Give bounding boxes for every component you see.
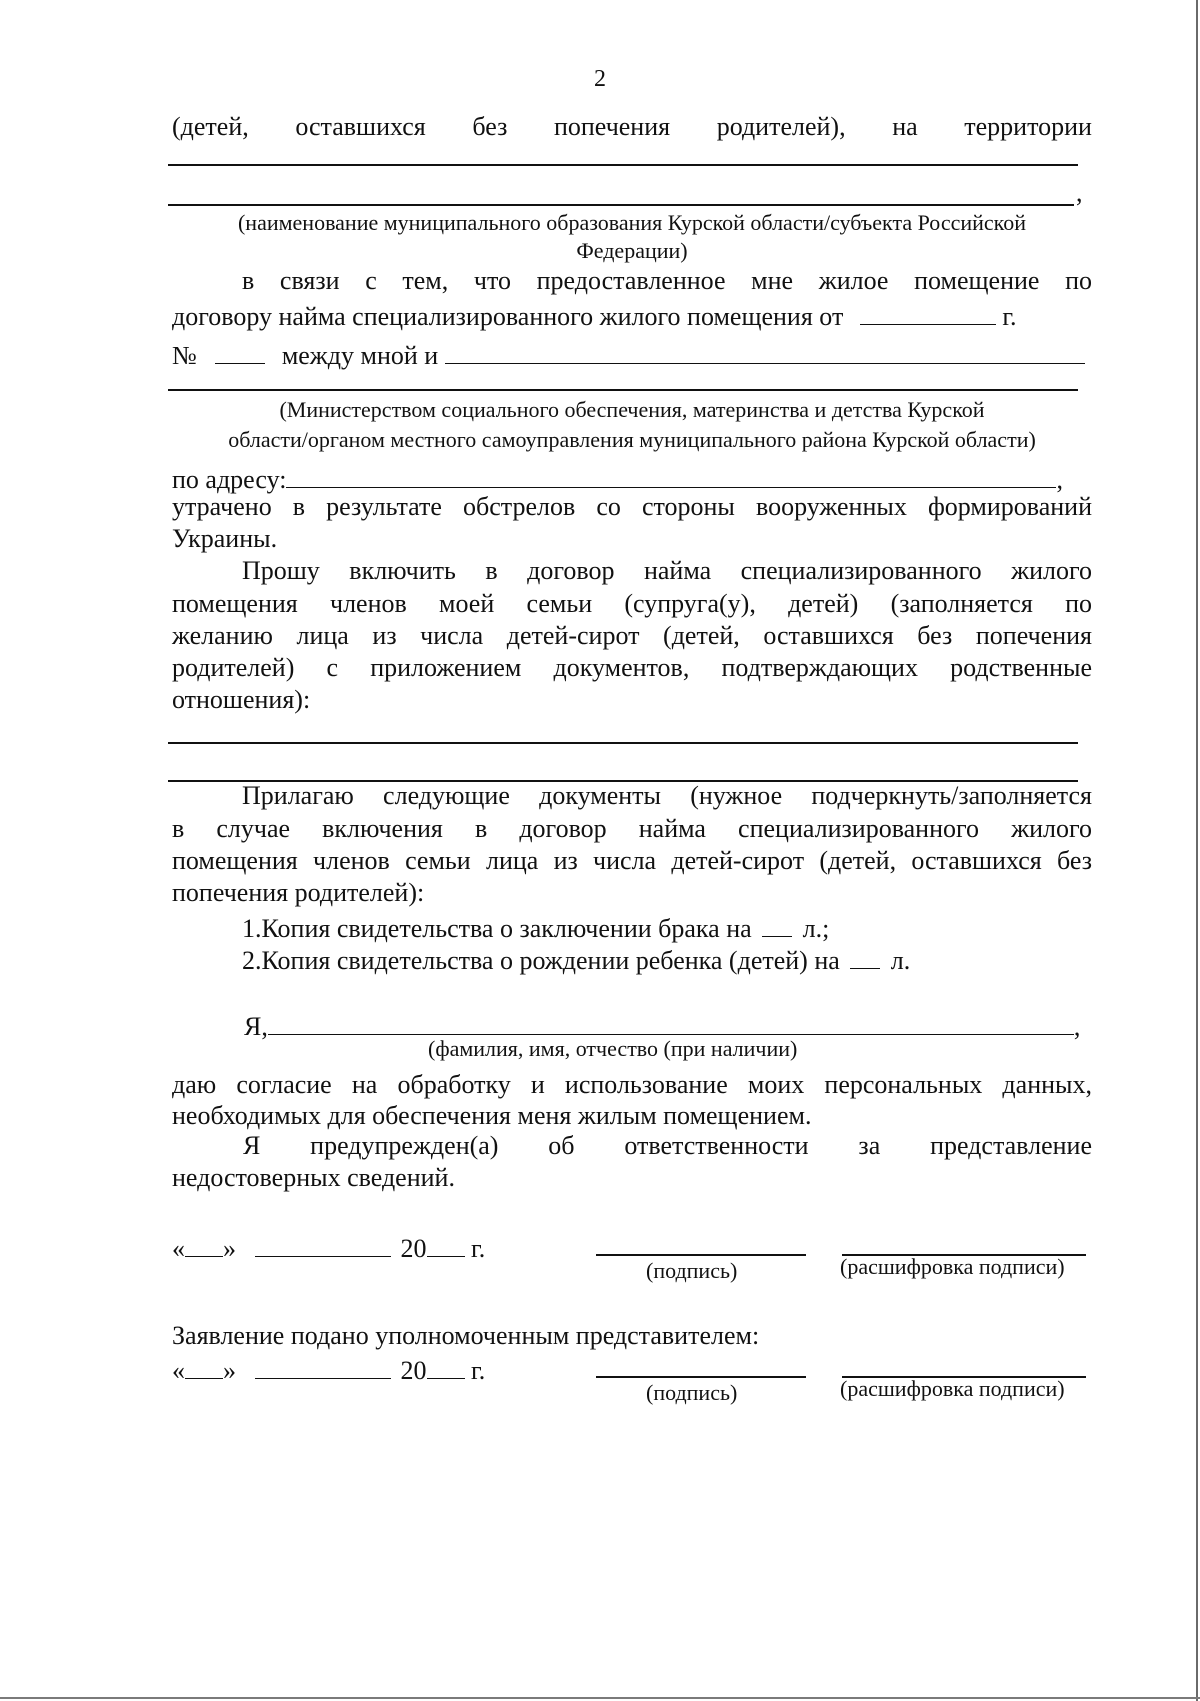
fill-line-municipality-1[interactable]: [168, 164, 1078, 166]
representative-line: Заявление подано уполномоченным представителем:: [172, 1321, 760, 1350]
month-field[interactable]: [255, 1230, 391, 1257]
fill-line-family-1[interactable]: [168, 742, 1078, 744]
word: за: [858, 1131, 881, 1160]
scan-edge-bottom: [0, 1697, 1200, 1699]
word: (детей,: [172, 112, 249, 141]
word: ответственности: [624, 1131, 809, 1160]
caption-signature: (подпись): [646, 1380, 738, 1405]
attachment-item-1: 1.Копия свидетельства о заключении брака на л.;: [242, 910, 829, 944]
day-field[interactable]: [185, 1352, 223, 1379]
attachment-item-2: 2.Копия свидетельства о рождении ребенка (детей) на л.: [242, 942, 910, 976]
caption-decoding: (расшифровка подписи): [840, 1254, 1065, 1279]
warning-line1: [243, 1131, 1092, 1161]
year-field[interactable]: [427, 1230, 465, 1257]
item1-pages-field[interactable]: [762, 910, 792, 937]
word: родителей),: [716, 112, 846, 141]
territory-line: [172, 112, 1092, 142]
caption-municipality: (наименование муниципального образования Курской области/субъекта Российской Федерации): [237, 210, 1027, 263]
word: попечения: [553, 112, 671, 141]
para-housing-line3: № между мной и: [172, 337, 1085, 371]
landlord-field[interactable]: [445, 337, 1085, 364]
lost-line2: Украины.: [172, 524, 278, 553]
request-line5: отношения):: [172, 685, 311, 714]
word: об: [548, 1131, 575, 1160]
warning-line2: недостоверных сведений.: [172, 1163, 455, 1192]
date-line-applicant: « » 20 г.: [172, 1230, 485, 1264]
signature-field[interactable]: [596, 1254, 806, 1256]
word: оставшихся: [295, 112, 426, 141]
full-name-field[interactable]: [268, 1008, 1074, 1035]
caption-signature: (подпись): [646, 1258, 738, 1283]
word: территории: [964, 112, 1092, 141]
address-line: по адресу: ,: [172, 461, 1063, 495]
para-housing-line2: договору найма специализированного жилого помещения от г.: [172, 298, 1017, 332]
signature-field[interactable]: [596, 1376, 806, 1378]
word: Я: [243, 1131, 261, 1160]
word: без: [472, 112, 508, 141]
attach-line4: попечения родителей):: [172, 878, 425, 907]
consent-line1: даю согласие на обработку и использование моих персональных данных,: [172, 1070, 1092, 1099]
word: представление: [930, 1131, 1092, 1160]
caption-fio: (фамилия, имя, отчество (при наличии): [428, 1036, 798, 1061]
request-line1: Прошу включить в договор найма специализированного жилого: [242, 556, 1092, 585]
month-field[interactable]: [255, 1352, 391, 1379]
address-field[interactable]: [286, 461, 1056, 488]
request-line2: помещения членов моей семьи (супруга(у), детей) (заполняется по: [172, 589, 1092, 618]
day-field[interactable]: [185, 1230, 223, 1257]
fill-line-municipality-2[interactable]: [168, 204, 1074, 206]
request-line3: желанию лица из числа детей-сирот (детей, оставшихся без попечения: [172, 621, 1092, 650]
word: предупрежден(а): [310, 1131, 499, 1160]
attach-line3: помещения членов семьи лица из числа детей-сирот (детей, оставшихся без: [172, 846, 1092, 875]
year-field[interactable]: [427, 1352, 465, 1379]
contract-number-field[interactable]: [215, 337, 265, 364]
comma: ,: [1076, 178, 1083, 207]
lost-line1: утрачено в результате обстрелов со стороны вооруженных формирований: [172, 492, 1092, 521]
attach-line1: Прилагаю следующие документы (нужное подчеркнуть/заполняется: [242, 781, 1092, 810]
word: на: [892, 112, 918, 141]
para-housing-line1: в связи с тем, что предоставленное мне жилое помещение по: [242, 266, 1092, 295]
page-number: 2: [594, 66, 606, 92]
consent-line2: необходимых для обеспечения меня жилым помещением.: [172, 1101, 812, 1130]
name-line: Я, ,: [244, 1008, 1080, 1042]
scan-edge-right: [1196, 0, 1198, 1701]
caption-ministry: (Министерством социального обеспечения, материнства и детства Курской области/органом местного самоуправления муниципального района Курской области): [228, 397, 1036, 452]
contract-date-field[interactable]: [860, 298, 996, 325]
date-line-representative: « » 20 г.: [172, 1352, 485, 1386]
caption-decoding: (расшифровка подписи): [840, 1376, 1065, 1401]
attach-line2: в случае включения в договор найма специализированного жилого: [172, 814, 1092, 843]
item2-pages-field[interactable]: [850, 942, 880, 969]
request-line4: родителей) с приложением документов, подтверждающих родственные: [172, 653, 1092, 682]
fill-line-landlord-2[interactable]: [168, 389, 1078, 391]
